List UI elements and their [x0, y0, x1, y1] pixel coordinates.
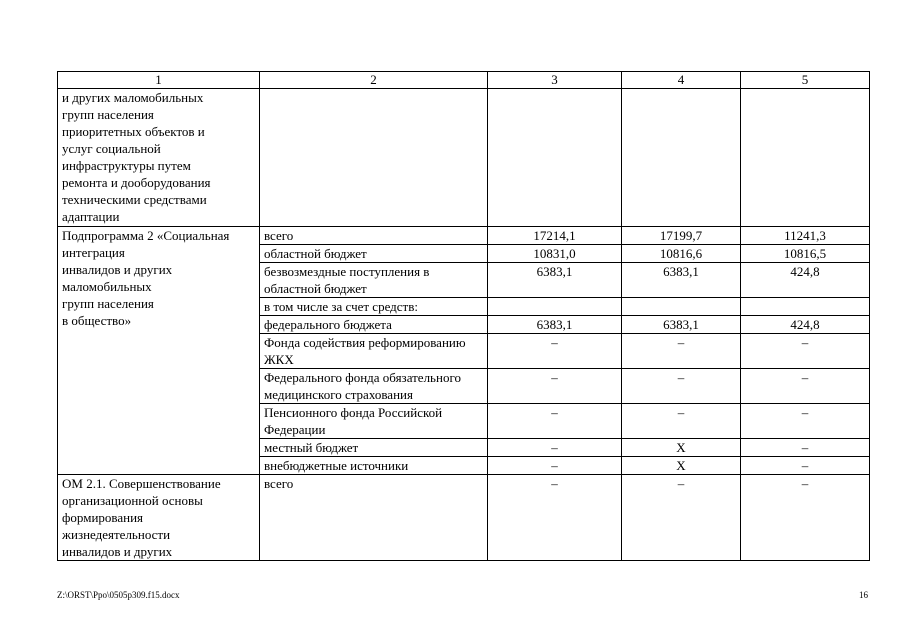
row-label: всего — [260, 475, 488, 561]
value-cell: – — [741, 439, 870, 457]
row-label: федерального бюджета — [260, 316, 488, 334]
om-name: ОМ 2.1. Совершенствование организационной основы формирования жизнедеятельности инвалидов и других — [58, 475, 260, 561]
value-cell: – — [488, 439, 622, 457]
value-cell: 10831,0 — [488, 245, 622, 263]
value-cell: – — [622, 369, 741, 404]
value-cell: – — [741, 334, 870, 369]
value-cell: – — [622, 404, 741, 439]
header-row — [58, 72, 870, 89]
value-cell: – — [741, 369, 870, 404]
value-cell: 17214,1 — [488, 227, 622, 245]
row-label: Фонда содействия реформированию ЖКХ — [260, 334, 488, 369]
row-label: безвозмездные поступления в областной бюджет — [260, 263, 488, 298]
value-cell: Х — [622, 439, 741, 457]
table-cell — [260, 89, 488, 227]
table-cell — [488, 89, 622, 227]
value-cell: 6383,1 — [488, 263, 622, 298]
value-cell: 10816,6 — [622, 245, 741, 263]
value-cell: – — [741, 457, 870, 475]
page-number: 16 — [859, 590, 868, 600]
row-label: областной бюджет — [260, 245, 488, 263]
row-label: местный бюджет — [260, 439, 488, 457]
value-cell: 17199,7 — [622, 227, 741, 245]
subprogram-name: Подпрограмма 2 «Социальная интеграция инвалидов и других маломобильных групп населения в общество» — [58, 227, 260, 475]
row-label: Федерального фонда обязательного медицинского страхования — [260, 369, 488, 404]
value-cell — [488, 298, 622, 316]
value-cell: 424,8 — [741, 316, 870, 334]
value-cell: – — [488, 475, 622, 561]
value-cell: – — [622, 334, 741, 369]
value-cell: 6383,1 — [488, 316, 622, 334]
value-cell: – — [488, 457, 622, 475]
column-header: 2 — [260, 72, 488, 89]
value-cell: 10816,5 — [741, 245, 870, 263]
column-header: 1 — [58, 72, 260, 89]
table-cell — [741, 89, 870, 227]
column-header: 3 — [488, 72, 622, 89]
value-cell: – — [488, 334, 622, 369]
value-cell: Х — [622, 457, 741, 475]
value-cell: 6383,1 — [622, 316, 741, 334]
value-cell: – — [488, 404, 622, 439]
value-cell — [622, 298, 741, 316]
value-cell: – — [488, 369, 622, 404]
continuation-text: и других маломобильных групп населения приоритетных объектов и услуг социальной инфраструктуры путем ремонта и дооборудования техническими средствами адаптации — [58, 89, 260, 227]
value-cell: – — [622, 475, 741, 561]
row-label: в том числе за счет средств: — [260, 298, 488, 316]
budget-table — [57, 71, 870, 561]
column-header: 5 — [741, 72, 870, 89]
value-cell: 6383,1 — [622, 263, 741, 298]
row-label: Пенсионного фонда Российской Федерации — [260, 404, 488, 439]
table-row — [58, 227, 870, 245]
value-cell — [741, 298, 870, 316]
table-cell — [622, 89, 741, 227]
row-label: внебюджетные источники — [260, 457, 488, 475]
value-cell: 424,8 — [741, 263, 870, 298]
file-path: Z:\ORST\Ppo\0505p309.f15.docx — [57, 590, 180, 600]
continuation-row — [58, 89, 870, 227]
value-cell: 11241,3 — [741, 227, 870, 245]
table-row — [58, 475, 870, 561]
value-cell: – — [741, 475, 870, 561]
row-label: всего — [260, 227, 488, 245]
value-cell: – — [741, 404, 870, 439]
column-header: 4 — [622, 72, 741, 89]
